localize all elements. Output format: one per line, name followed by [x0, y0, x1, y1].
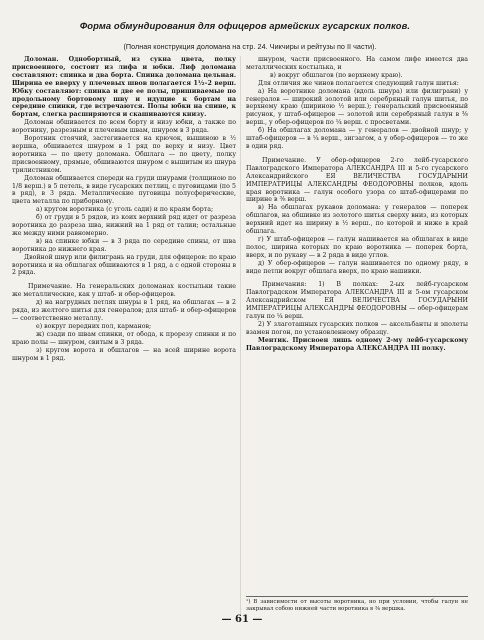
right-paragraph: в) На обшлагах рукавов доломана: у генералов — поперек обшлагов, на обшивке из золотого шитья сверху вниз, из которых верхний идет на ширину в ½ верш., по которой и ниже в край обшлага.: [246, 204, 468, 236]
right-paragraph: д) У обер-офицеров — галун нашивается по одному ряду, в виде петли вокруг обшлага вверх, по краю нашивки.: [246, 259, 468, 275]
left-paragraph: а) кругом воротника (с уголь сади) и по краям борта;: [36, 206, 214, 214]
right-paragraph: шнуром, части присвоенного. На самом лифе имеется два металлических костылька, и: [246, 56, 468, 71]
right-paragraph: а) На воротнике доломана (вдоль шнура) или филиграни) у генералов — широкий золотой или серебряный галун шитья, по верхнему краю (шириною ½ верш.); генеральский присвоенный рисунок, у штаб-офицеров — золотой или серебряный галун в ⅜ верш., у обер-офицеров по ¼ верш. с просветами.: [246, 87, 468, 127]
column-divider: [240, 56, 241, 616]
left-paragraph: Воротник стоячий, застегивается на крючок, вышиною в ½ вершка, обшивается шнуром в 1 ряд по верху и низу. Цвет воротника — по цвету доломана. Обшлага — по цвету, полку присвоенному, прямые, обшиваются шнуром с вышитым из шнура трилистником.: [12, 135, 236, 174]
right-paragraph: г) У штаб-офицеров — галун нашивается на обшлагах в виде полос, ширина которых по краю воротника — поперек борта, вверх, и по рукаву — в 2 ряда в виде углов.: [246, 235, 468, 259]
footnote: ¹) В зависимости от высоты воротника, но при условии, чтобы галун не закрывал собою нижней части воротника в ⅜ вершка.: [246, 596, 468, 612]
right-paragraph: б) На обшлагах доломана — у генералов — двойной шнур; у штаб-офицеров — в ¼ верш., зигзагом, а у обер-офицеров — то же в один ряд.: [246, 127, 468, 150]
left-paragraph: Доломан обшивается спереди на груди шнурами (толщиною по 1/8 верш.) в 5 петель, в виде гусарских петлиц, с пуговицами (по 5 в ряд), в 3 ряда. Металлические пуговицы полусферические, цвета металла по приборному.: [12, 174, 236, 206]
left-paragraph: Доломан обшивается по всем борту и низу юбки, а также по воротнику, разрезным и плечевым швам, шнуром в 3 ряда.: [12, 119, 236, 135]
right-note: Примечания: 1) В полках: 2-ых лейб-гусарском Павлоградском Императора АЛЕКСАНДРА III и 5-ом гусарском Александрийском ЕЯ ВЕЛИЧЕСТВА ГОСУДАРЫНИ ИМПЕРАТРИЦЫ АЛЕКСАНДРЫ ФЕОДОРОВНЫ — обер-офицерам галун по ¼ верш.: [246, 281, 468, 321]
left-paragraph: Двойной шнур или филигрань на груди, для офицеров: по краю воротника и на обшлагах обшиваются в 1 ряд, а с одной стороны в 2 ряда.: [12, 253, 236, 277]
right-note: Примечание. У обер-офицеров 2-го лейб-гусарского Павлоградского Императора АЛЕКСАНДРА III и 5-го гусарского Александрийского ЕЯ ВЕЛИЧЕСТВА ГОСУДАРЫНИ ИМПЕРАТРИЦЫ АЛЕКСАНДРЫ ФЕОДОРОВНЫ полков, вдоль края воротника — галун особого узора со штаб-офицерами по ширине в ⅜ верш.: [246, 156, 468, 204]
left-paragraph: д) на нагрудных петлях шнуры в 1 ряд, на обшлагах — в 2 ряда, из желтого шитья для генералов; для штаб- и обер-офицеров — соответственно металлу.: [12, 299, 236, 322]
left-paragraph: в) на спинке юбки — в 3 ряда по середине спины, от шва воротника до нижнего края.: [12, 237, 236, 253]
right-paragraph: 2) У злаготашных гусарских полков — аксельбанты и эполеты взамен погон, по установленному образцу.: [246, 321, 468, 336]
left-note: Примечание. На генеральских доломанах костыльки такие же металлические, как у штаб- и обер-офицеров.: [12, 283, 236, 299]
left-paragraph: з) кругом ворота и обшлагов — на всей ширине ворота шнуром в 1 ряд.: [12, 346, 236, 362]
left-paragraph: е) вокруг передних пол, карманов;: [36, 322, 152, 330]
right-paragraph: в) вокруг обшлагов (по верхнему краю).: [270, 71, 403, 79]
left-column: [12, 56, 236, 362]
right-column: [246, 56, 468, 353]
right-paragraph: Ментик. Присвоен лишь одному 2-му лейб-гусарскому Павлоградскому Императора АЛЕКСАНДРА III полку.: [246, 336, 468, 352]
left-paragraph: ж) сзади по швам спинки, от обода, к прорезу спинки и по краю полы — шнуром, свитым в 3 ряда.: [12, 330, 236, 346]
right-paragraph: Для отличия же чинов полагается следующий галун шитья:: [258, 79, 459, 87]
page-number: — 61 —: [221, 614, 263, 625]
left-paragraph: б) от груди в 5 рядов, из коих верхний ряд идет от разреза воротника до разреза шва, нижний на 1 ряд от талии; остальные же между ними равномерно.: [12, 214, 236, 237]
page-title: Форма обмундирования для офицеров армейских гусарских полков.: [79, 20, 411, 31]
page-subtitle: (Полная конструкция доломана на стр. 24. Чикчиры и рейтузы по II части).: [123, 42, 377, 51]
left-paragraph: Доломан. Однобортный, из сукна цвета, полку присвоенного, состоит из лифа и юбки. Лиф доломана составляют: спинка и два борта. Спинка доломана цельная. Ширина ее вверху у плечевых швов полагается 1½–2 верш. Юбку составляют: спинка и две ее полы, пришиваемые по продольному бортовому шву и идущие к бортам на середине спинки, где встречаются. Полы юбки на спине, к бортам, слегка расширяются и скашиваются книзу.: [12, 56, 236, 119]
